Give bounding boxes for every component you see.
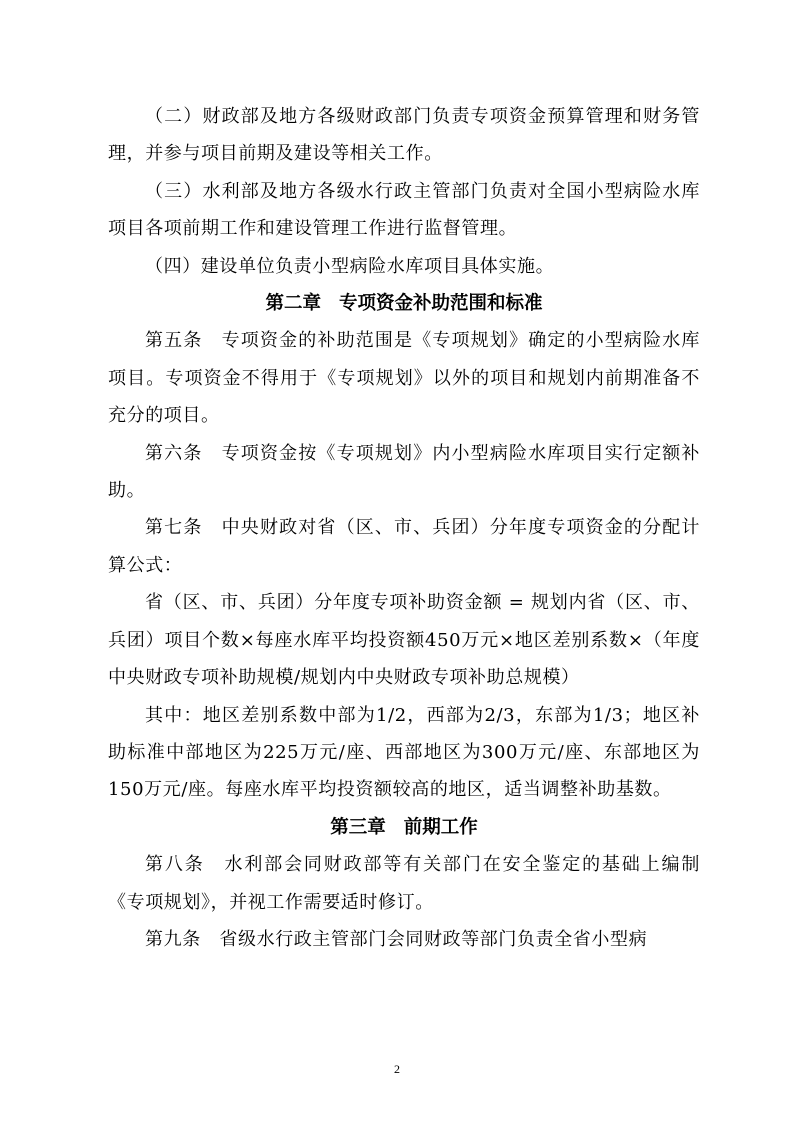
- paragraph-construction-unit: （四）建设单位负责小型病险水库项目具体实施。: [145, 255, 555, 277]
- article-6: 第六条 专项资金按《专项规划》内小型病险水库项目实行定额补助。: [108, 442, 700, 502]
- coefficient-paragraph: 其中：地区差别系数中部为1/2，西部为2/3，东部为1/3；地区补助标准中部地区为225万元/座、西部地区为300万元/座、东部地区为150万元/座。每座水库平均投资额较高的地区，适当调整补助基数。: [108, 704, 700, 801]
- paragraph-water-dept: （三）水利部及地方各级水行政主管部门负责对全国小型病险水库项目各项前期工作和建设管理工作进行监督管理。: [108, 180, 700, 240]
- chapter-title: 前期工作: [403, 816, 478, 838]
- article-8: 第八条 水利部会同财政部等有关部门在安全鉴定的基础上编制《专项规划》，并视工作需要适时修订。: [108, 854, 700, 913]
- formula-paragraph: 省（区、市、兵团）分年度专项补助资金额 = 规划内省（区、市、兵团）项目个数×每座水库平均投资额450万元×地区差别系数×（年度中央财政专项补助规模/规划内中央财政专项补助总规模）: [108, 592, 700, 689]
- chapter-number: 第三章: [330, 816, 386, 838]
- body-text: [108, 98, 700, 958]
- chapter-title: 专项资金补助范围和标准: [339, 293, 543, 315]
- chapter-number: 第二章: [265, 293, 321, 315]
- article-7: 第七条 中央财政对省（区、市、兵团）分年度专项资金的分配计算公式：: [108, 517, 700, 576]
- chapter-heading-2: [108, 285, 700, 322]
- page-number: 2: [394, 1062, 400, 1076]
- article-9: 第九条 省级水行政主管部门会同财政等部门负责全省小型病: [145, 928, 648, 950]
- article-5: 第五条 专项资金的补助范围是《专项规划》确定的小型病险水库项目。专项资金不得用于《专项规划》以外的项目和规划内前期准备不充分的项目。: [108, 330, 700, 427]
- chapter-heading-3: [108, 809, 700, 846]
- paragraph-finance-dept: （二）财政部及地方各级财政部门负责专项资金预算管理和财务管理，并参与项目前期及建设等相关工作。: [108, 106, 700, 165]
